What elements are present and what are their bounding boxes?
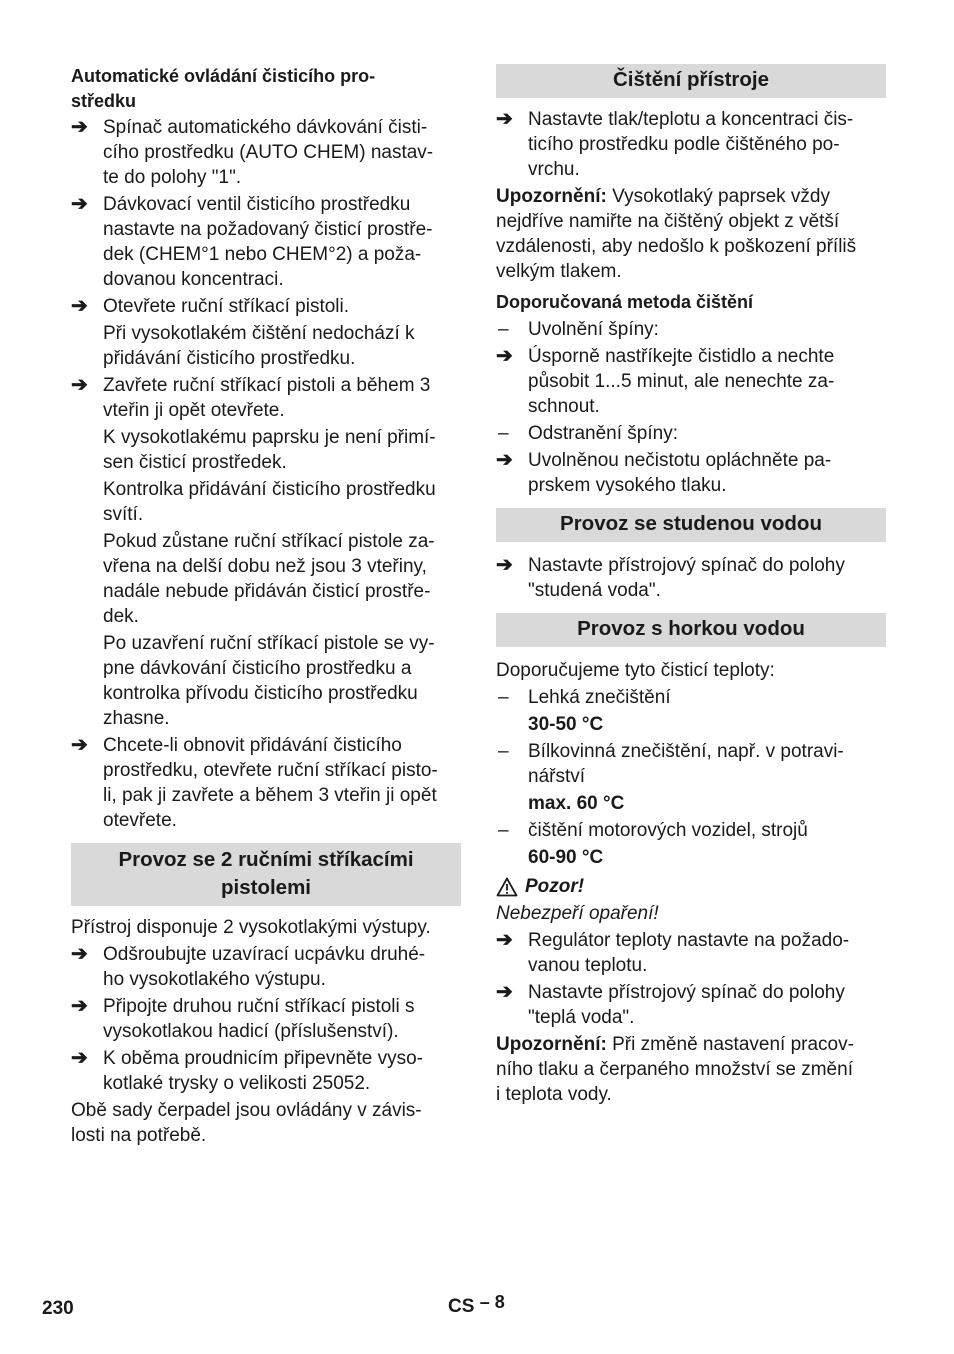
caution-line bbox=[496, 874, 886, 899]
dash-icon: – bbox=[498, 423, 509, 444]
temperature-value: max. 60 °C bbox=[528, 793, 625, 814]
outro-text: Obě sady čerpadel jsou ovládány v závis- losti na potřebě. bbox=[71, 1100, 422, 1146]
list-item-text: Lehká znečištění bbox=[528, 687, 671, 708]
list-item bbox=[496, 317, 886, 342]
dash-icon: – bbox=[498, 820, 509, 841]
list-item bbox=[496, 448, 886, 498]
list-item-text: Odstranění špíny: bbox=[528, 423, 678, 444]
list-item bbox=[71, 733, 461, 833]
list-item-text: K oběma proudnicím připevněte vyso- kotlaké trysky o velikosti 25052. bbox=[103, 1048, 423, 1094]
arrow-icon: ➔ bbox=[71, 116, 88, 138]
arrow-icon: ➔ bbox=[71, 1047, 88, 1069]
section-heading-dual-pistols: Provoz se 2 ručními stříkacími pistolemi bbox=[71, 843, 461, 906]
arrow-icon: ➔ bbox=[496, 554, 513, 576]
list-item-text: Spínač automatického dávkování čisti- cího prostředku (AUTO CHEM) nastav- te do polohy "1". bbox=[103, 117, 434, 188]
list-item bbox=[496, 421, 886, 446]
list-item-text: Otevřete ruční stříkací pistoli. bbox=[103, 296, 350, 317]
left-column bbox=[71, 64, 461, 1150]
dash-icon: – bbox=[498, 741, 509, 762]
list-item bbox=[71, 1046, 461, 1096]
list-item bbox=[496, 344, 886, 419]
note-text: Pokud zůstane ruční stříkací pistole za- vřena na delší dobu než jsou 3 vteřiny, nadále nebude přidáván čisticí prostře- dek. bbox=[103, 531, 435, 627]
warning-triangle-icon bbox=[496, 877, 518, 897]
list-item bbox=[71, 373, 461, 423]
list-item-text: Připojte druhou ruční stříkací pistoli s vysokotlakou hadicí (příslušenství). bbox=[103, 996, 415, 1042]
caution-text: Nebezpeří opaření! bbox=[496, 903, 659, 924]
list-item bbox=[71, 294, 461, 319]
list-item bbox=[496, 553, 886, 603]
note-text: Po uzavření ruční stříkací pistole se vy- pne dávkování čisticího prostředku a kontrolka přívodu čisticího prostředku zhasne. bbox=[103, 633, 435, 729]
arrow-icon: ➔ bbox=[71, 943, 88, 965]
note-text: Při vysokotlakém čištění nedochází k přidávání čisticího prostředku. bbox=[103, 323, 415, 369]
footer-section-label bbox=[448, 1292, 505, 1318]
list-item bbox=[496, 928, 886, 978]
list-item bbox=[71, 115, 461, 190]
notice-label: Upozornění: bbox=[496, 1034, 607, 1055]
arrow-icon: ➔ bbox=[71, 734, 88, 756]
notice-label: Upozornění: bbox=[496, 186, 607, 207]
list-item bbox=[496, 107, 886, 182]
list-item-text: Odšroubujte uzavírací ucpávku druhé- ho vysokotlakého výstupu. bbox=[103, 944, 426, 990]
list-item bbox=[71, 942, 461, 992]
section-heading-hot-water: Provoz s horkou vodou bbox=[496, 613, 886, 647]
language-code: CS bbox=[448, 1296, 475, 1317]
intro-text: Doporučujeme tyto čisticí teploty: bbox=[496, 660, 775, 681]
auto-chem-title: Automatické ovládání čisticího pro- středku bbox=[71, 66, 376, 111]
arrow-icon: ➔ bbox=[496, 108, 513, 130]
list-item-text: čištění motorových vozidel, strojů bbox=[528, 820, 808, 841]
section-page: – 8 bbox=[479, 1292, 505, 1312]
arrow-icon: ➔ bbox=[71, 193, 88, 215]
list-item bbox=[71, 192, 461, 292]
intro-text: Přístroj disponuje 2 vysokotlakými výstupy. bbox=[71, 917, 431, 938]
list-item-text: Zavřete ruční stříkací pistoli a během 3 vteřin ji opět otevřete. bbox=[103, 375, 431, 421]
dash-icon: – bbox=[498, 319, 509, 340]
arrow-icon: ➔ bbox=[71, 295, 88, 317]
page-number: 230 bbox=[42, 1298, 74, 1319]
section-heading-cold-water: Provoz se studenou vodou bbox=[496, 508, 886, 542]
notice-body: Vysokotlaký paprsek vždy nejdříve namiřte na čištěný objekt z větší vzdálenosti, aby nedošlo k poškození příliš velkým tlakem. bbox=[496, 186, 857, 282]
dash-icon: – bbox=[498, 687, 509, 708]
list-item-text: Uvolnění špíny: bbox=[528, 319, 659, 340]
section-heading-cleaning: Čištění přístroje bbox=[496, 64, 886, 98]
caution-label: Pozor! bbox=[525, 876, 585, 897]
list-item bbox=[71, 994, 461, 1044]
arrow-icon: ➔ bbox=[496, 929, 513, 951]
list-item-text: Chcete-li obnovit přidávání čisticího prostředku, otevřete ruční stříkací pisto- li, pak ji zavřete a během 3 vteřin ji opět otevřete. bbox=[103, 735, 438, 831]
list-item-text: Dávkovací ventil čisticího prostředku nastavte na požadovaný čisticí prostře- dek (CHEM°1 nebo CHEM°2) a poža- dovanou koncentraci. bbox=[103, 194, 433, 290]
temperature-value: 30-50 °C bbox=[528, 714, 604, 735]
notice-text bbox=[496, 184, 886, 284]
note-text: Kontrolka přidávání čisticího prostředku svítí. bbox=[103, 479, 436, 525]
arrow-icon: ➔ bbox=[71, 995, 88, 1017]
arrow-icon: ➔ bbox=[496, 981, 513, 1003]
list-item bbox=[496, 685, 886, 710]
list-item bbox=[496, 739, 886, 789]
notice-body: Při změně nastavení pracov- ního tlaku a čerpaného množství se změní i teplota vody. bbox=[496, 1034, 854, 1105]
list-item-text: Nastavte tlak/teplotu a koncentraci čis- ticího prostředku podle čištěného po- vrchu. bbox=[528, 109, 854, 180]
list-item-text: Uvolněnou nečistotu opláchněte pa- prskem vysokého tlaku. bbox=[528, 450, 832, 496]
list-item bbox=[496, 980, 886, 1030]
arrow-icon: ➔ bbox=[496, 345, 513, 367]
note-text: K vysokotlakému paprsku je není přimí- sen čisticí prostředek. bbox=[103, 427, 436, 473]
notice-text bbox=[496, 1032, 886, 1107]
method-title: Doporučovaná metoda čištění bbox=[496, 292, 754, 312]
list-item bbox=[496, 818, 886, 843]
list-item-text: Úsporně nastříkejte čistidlo a nechte působit 1...5 minut, ale nenechte za- schnout. bbox=[528, 346, 835, 417]
list-item-text: Nastavte přístrojový spínač do polohy "teplá voda". bbox=[528, 982, 845, 1028]
list-item-text: Nastavte přístrojový spínač do polohy "studená voda". bbox=[528, 555, 845, 601]
temperature-value: 60-90 °C bbox=[528, 847, 604, 868]
arrow-icon: ➔ bbox=[71, 374, 88, 396]
right-column bbox=[496, 64, 886, 1109]
arrow-icon: ➔ bbox=[496, 449, 513, 471]
list-item-text: Regulátor teploty nastavte na požado- vanou teplotu. bbox=[528, 930, 850, 976]
list-item-text: Bílkovinná znečištění, např. v potravi- nářství bbox=[528, 741, 844, 787]
